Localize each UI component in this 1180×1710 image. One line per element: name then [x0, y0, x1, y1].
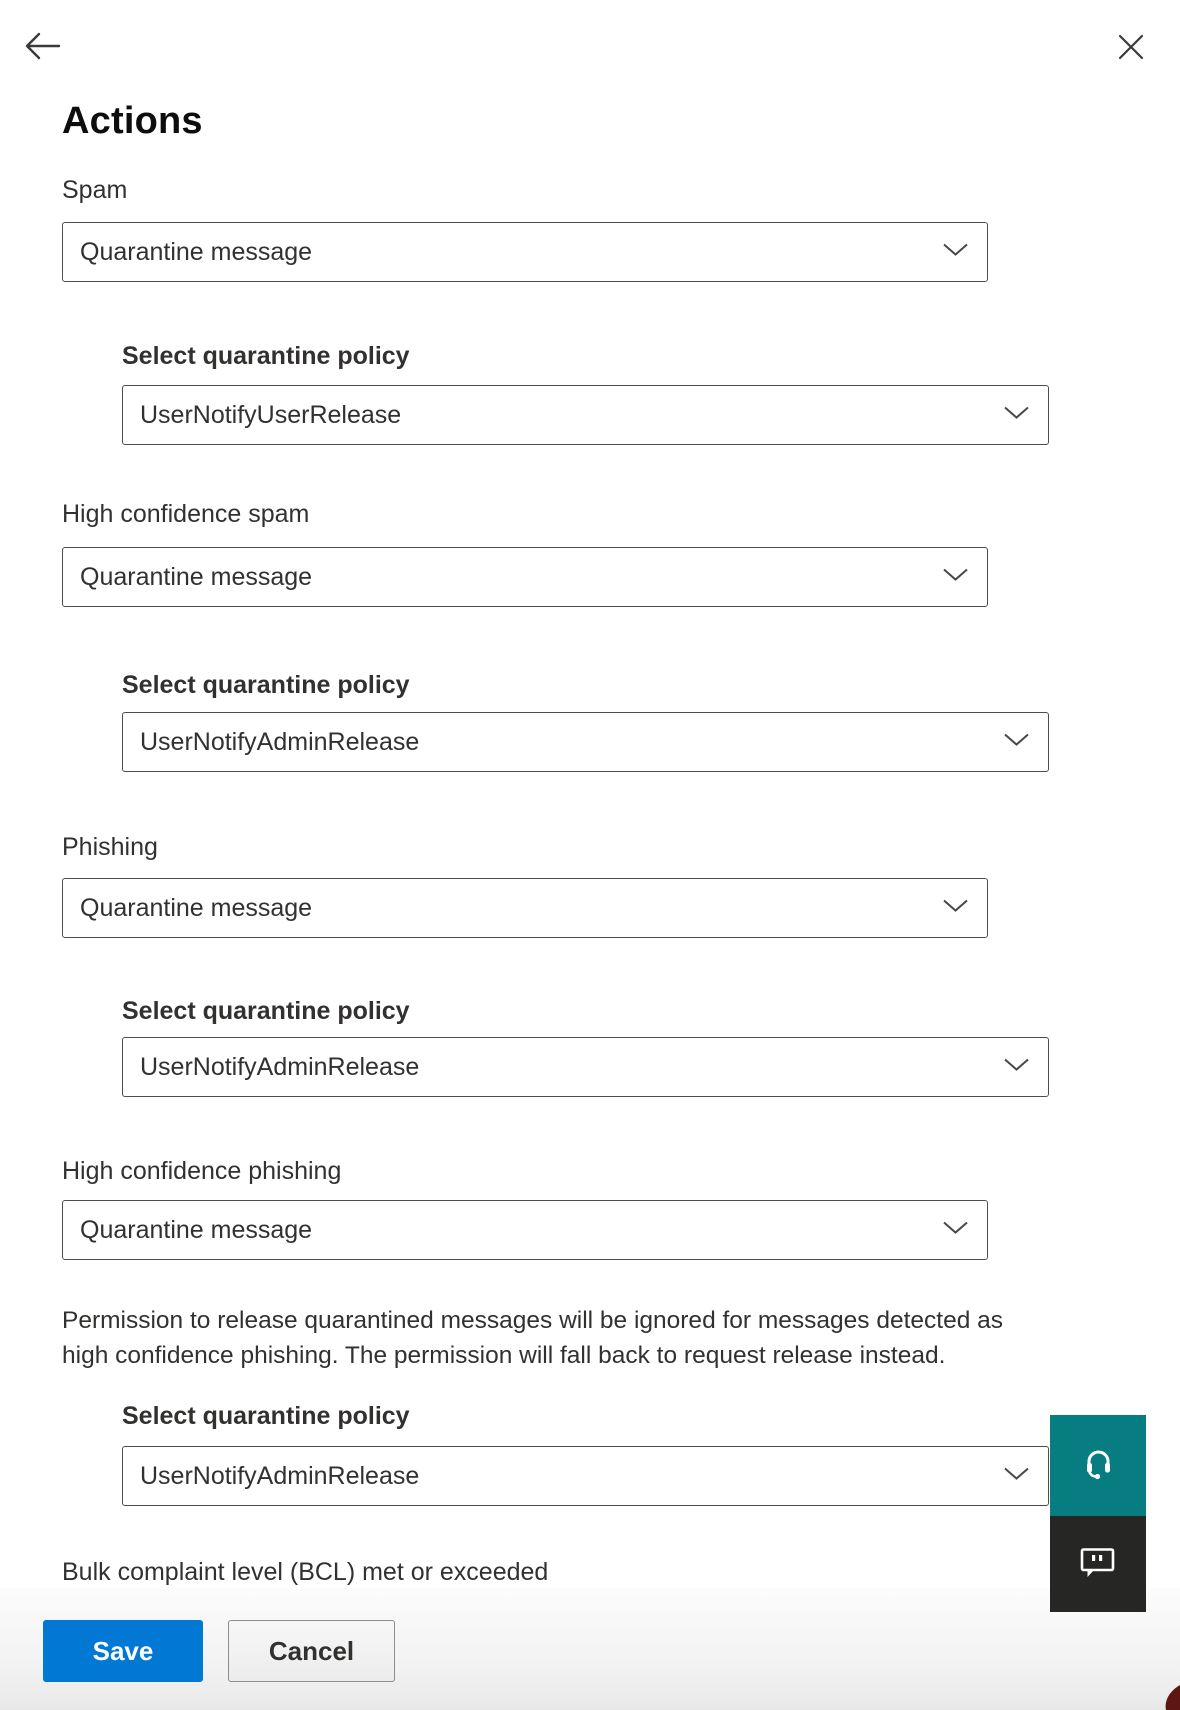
chevron-down-icon — [942, 242, 969, 262]
corner-artifact — [1160, 1684, 1180, 1710]
spam-policy-value: UserNotifyUserRelease — [140, 400, 402, 429]
high-confidence-phishing-policy-value: UserNotifyAdminRelease — [140, 1461, 420, 1490]
phishing-policy-label: Select quarantine policy — [122, 997, 410, 1025]
chevron-down-icon — [1003, 1466, 1030, 1486]
chevron-down-icon — [942, 898, 969, 918]
bulk-complaint-level-label: Bulk complaint level (BCL) met or exceeded — [62, 1558, 549, 1586]
high-confidence-phishing-action-dropdown[interactable] — [62, 1200, 988, 1260]
phishing-action-dropdown[interactable] — [62, 878, 988, 938]
spam-action-dropdown[interactable] — [62, 222, 988, 282]
feedback-button[interactable] — [1050, 1516, 1146, 1612]
high-confidence-spam-policy-dropdown[interactable] — [122, 712, 1049, 772]
high-confidence-spam-policy-label: Select quarantine policy — [122, 671, 410, 699]
spam-policy-dropdown[interactable] — [122, 385, 1049, 445]
high-confidence-spam-policy-value: UserNotifyAdminRelease — [140, 727, 420, 756]
save-button[interactable]: Save — [43, 1620, 203, 1682]
chevron-down-icon — [942, 567, 969, 587]
back-button[interactable] — [22, 28, 62, 64]
cancel-button[interactable]: Cancel — [228, 1620, 395, 1682]
chevron-down-icon — [942, 1220, 969, 1240]
phishing-label: Phishing — [62, 833, 158, 861]
high-confidence-phishing-label: High confidence phishing — [62, 1157, 342, 1185]
chevron-down-icon — [1003, 405, 1030, 425]
support-button[interactable] — [1050, 1415, 1146, 1516]
spam-label: Spam — [62, 176, 128, 204]
chevron-down-icon — [1003, 1057, 1030, 1077]
high-confidence-phishing-note: Permission to release quarantined messages will be ignored for messages detected as high confidence phishing. The permission will fall back to request release instead. — [62, 1307, 1004, 1369]
high-confidence-phishing-action-value: Quarantine message — [80, 1215, 313, 1244]
phishing-policy-value: UserNotifyAdminRelease — [140, 1052, 420, 1081]
close-icon — [1114, 52, 1148, 67]
arrow-left-icon — [22, 52, 62, 67]
high-confidence-phishing-policy-dropdown[interactable] — [122, 1446, 1049, 1506]
spam-action-value: Quarantine message — [80, 237, 313, 266]
page-title: Actions — [62, 100, 203, 142]
chat-icon — [1079, 1547, 1117, 1582]
phishing-action-value: Quarantine message — [80, 893, 313, 922]
high-confidence-phishing-policy-label: Select quarantine policy — [122, 1402, 410, 1430]
chevron-down-icon — [1003, 732, 1030, 752]
high-confidence-spam-action-value: Quarantine message — [80, 562, 313, 591]
high-confidence-spam-action-dropdown[interactable] — [62, 547, 988, 607]
phishing-policy-dropdown[interactable] — [122, 1037, 1049, 1097]
high-confidence-spam-label: High confidence spam — [62, 500, 310, 528]
headset-icon — [1076, 1442, 1120, 1489]
close-button[interactable] — [1114, 30, 1148, 64]
spam-policy-label: Select quarantine policy — [122, 342, 410, 370]
